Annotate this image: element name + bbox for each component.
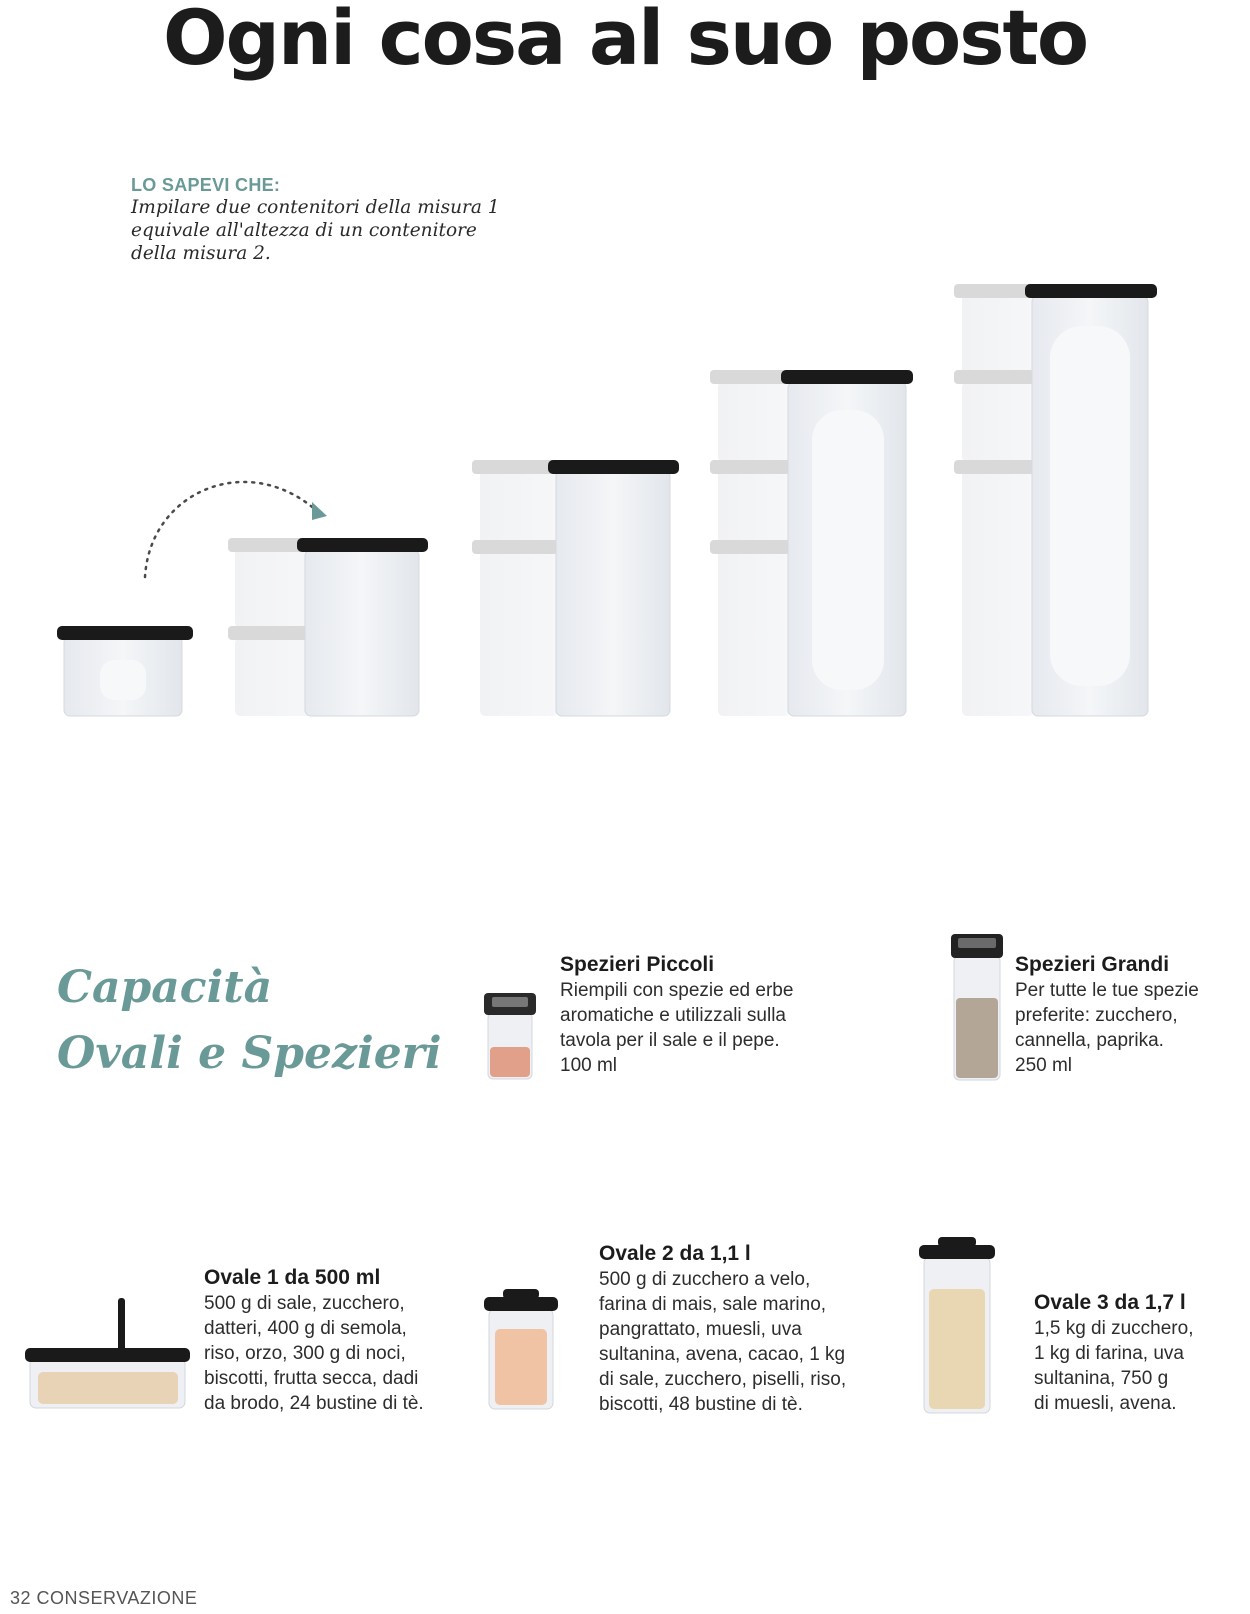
product-desc: Riempili con spezie ed erbe aromatiche e utilizzali sulla tavola per il sale e il pepe. 100 ml bbox=[560, 980, 794, 1076]
tip-label: LO SAPEVI CHE: bbox=[131, 175, 281, 195]
product-oval-2 bbox=[599, 1240, 889, 1417]
container-stack-size-3-ghost bbox=[472, 460, 558, 716]
product-name: Ovale 1 da 500 ml bbox=[204, 1266, 381, 1289]
small-spice-jar-image bbox=[480, 985, 540, 1095]
product-desc: Per tutte le tue spezie preferite: zucchero, cannella, paprika. 250 ml bbox=[1015, 980, 1199, 1076]
container-stack-size-4-ghost bbox=[710, 370, 790, 716]
product-name: Ovale 2 da 1,1 l bbox=[599, 1242, 751, 1265]
product-name: Spezieri Piccoli bbox=[560, 953, 715, 976]
section-title bbox=[57, 955, 442, 1087]
page-footer bbox=[10, 1588, 197, 1609]
section-title-line2: Ovali e Spezieri bbox=[57, 1028, 442, 1079]
container-size-4 bbox=[781, 370, 913, 716]
container-size-3 bbox=[548, 460, 679, 716]
page-number: 32 bbox=[10, 1588, 32, 1608]
container-stack-size-5-ghost bbox=[954, 284, 1034, 716]
tip-text: Impilare due contenitori della misura 1 equivale all'altezza di un contenitore della misura 2. bbox=[131, 197, 500, 264]
product-desc: 1,5 kg di zucchero, 1 kg di farina, uva sultanina, 750 g di muesli, avena. bbox=[1034, 1318, 1194, 1414]
page-title: Ogni cosa al suo posto bbox=[162, 0, 1088, 82]
container-size-5 bbox=[1025, 284, 1157, 716]
oval-1-container-image bbox=[22, 1290, 192, 1420]
product-large-spice bbox=[1015, 951, 1245, 1078]
product-name: Spezieri Grandi bbox=[1015, 953, 1170, 976]
product-desc: 500 g di zucchero a velo, farina di mais, sale marino, pangrattato, muesli, uva sultanina, avena, cacao, 1 kg di sale, zucchero, piselli, riso, biscotti, 48 bustine di tè. bbox=[599, 1269, 847, 1415]
product-oval-1 bbox=[204, 1264, 474, 1416]
container-stack-size-1-ghost bbox=[228, 538, 314, 716]
product-small-spice bbox=[560, 951, 850, 1078]
large-spice-jar-image bbox=[948, 930, 1006, 1100]
product-desc: 500 g di sale, zucchero, datteri, 400 g di semola, riso, orzo, 300 g di noci, biscotti, frutta secca, dadi da brodo, 24 bustine di tè. bbox=[204, 1293, 424, 1414]
container-size-1 bbox=[57, 626, 193, 716]
section-title-line1: Capacità bbox=[57, 962, 273, 1013]
oval-2-container-image bbox=[481, 1285, 561, 1420]
container-size-2 bbox=[297, 538, 428, 716]
product-oval-3 bbox=[1034, 1289, 1244, 1416]
product-name: Ovale 3 da 1,7 l bbox=[1034, 1291, 1186, 1314]
tip-box bbox=[131, 174, 531, 265]
oval-3-container-image bbox=[916, 1233, 998, 1423]
containers-illustration bbox=[0, 270, 1250, 750]
footer-section: CONSERVAZIONE bbox=[36, 1588, 198, 1608]
